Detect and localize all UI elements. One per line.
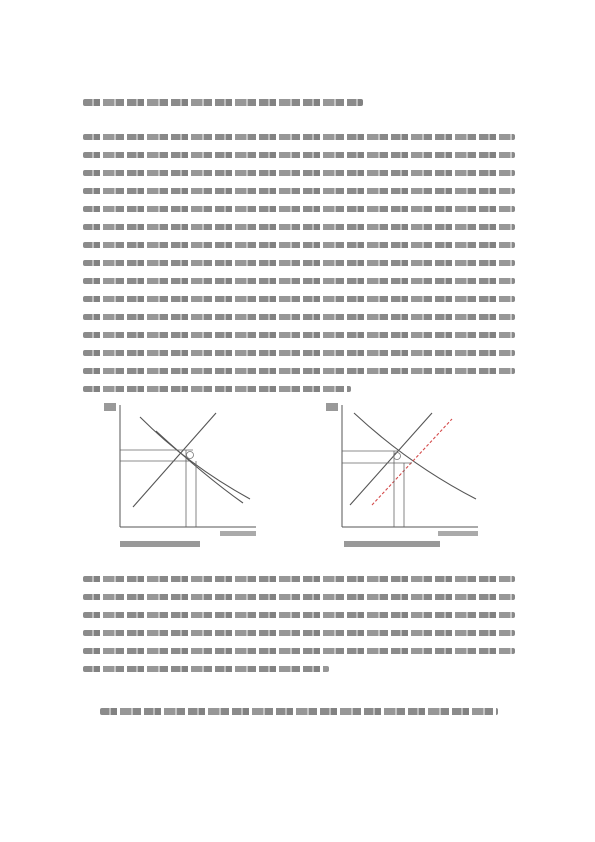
figure-row [98, 395, 498, 555]
shifted-supply-curve [372, 419, 452, 505]
text-line [83, 594, 515, 600]
paragraph-1 [83, 134, 515, 404]
text-line [83, 152, 515, 158]
text-line [83, 350, 515, 356]
text-line [83, 260, 515, 266]
closing-caption [100, 708, 500, 722]
text-line [83, 278, 515, 284]
text-line [83, 576, 515, 582]
text-line [83, 242, 515, 248]
text-line [83, 314, 515, 320]
y-axis-label [104, 403, 116, 411]
text-line [83, 296, 515, 302]
paragraph-2 [83, 576, 515, 684]
figure-left [98, 395, 268, 555]
text-line [83, 648, 515, 654]
x-axis-label [220, 531, 256, 536]
text-line [83, 612, 515, 618]
y-axis-label [326, 403, 338, 411]
supply-demand-diagram-right [320, 395, 490, 555]
equilibrium-point [187, 452, 194, 459]
figure-caption-left [120, 541, 200, 547]
supply-demand-diagram-left [98, 395, 268, 555]
text-line [83, 332, 515, 338]
figure-right [320, 395, 490, 555]
figure-caption-right [344, 541, 440, 547]
x-axis-label [438, 531, 478, 536]
text-line [83, 368, 515, 374]
text-line [83, 666, 329, 672]
supply-curve [350, 413, 432, 505]
document-heading [83, 99, 363, 111]
text-line [83, 206, 515, 212]
supply-curve [133, 413, 216, 507]
demand-curve [354, 413, 476, 499]
text-line [83, 170, 515, 176]
text-line [83, 630, 515, 636]
demand-curve [140, 417, 250, 499]
text-line [83, 224, 515, 230]
equilibrium-point [394, 453, 401, 460]
text-line [83, 134, 515, 140]
text-line [83, 386, 351, 392]
caption-text [100, 708, 498, 715]
heading-text [83, 99, 363, 106]
text-line [83, 188, 515, 194]
